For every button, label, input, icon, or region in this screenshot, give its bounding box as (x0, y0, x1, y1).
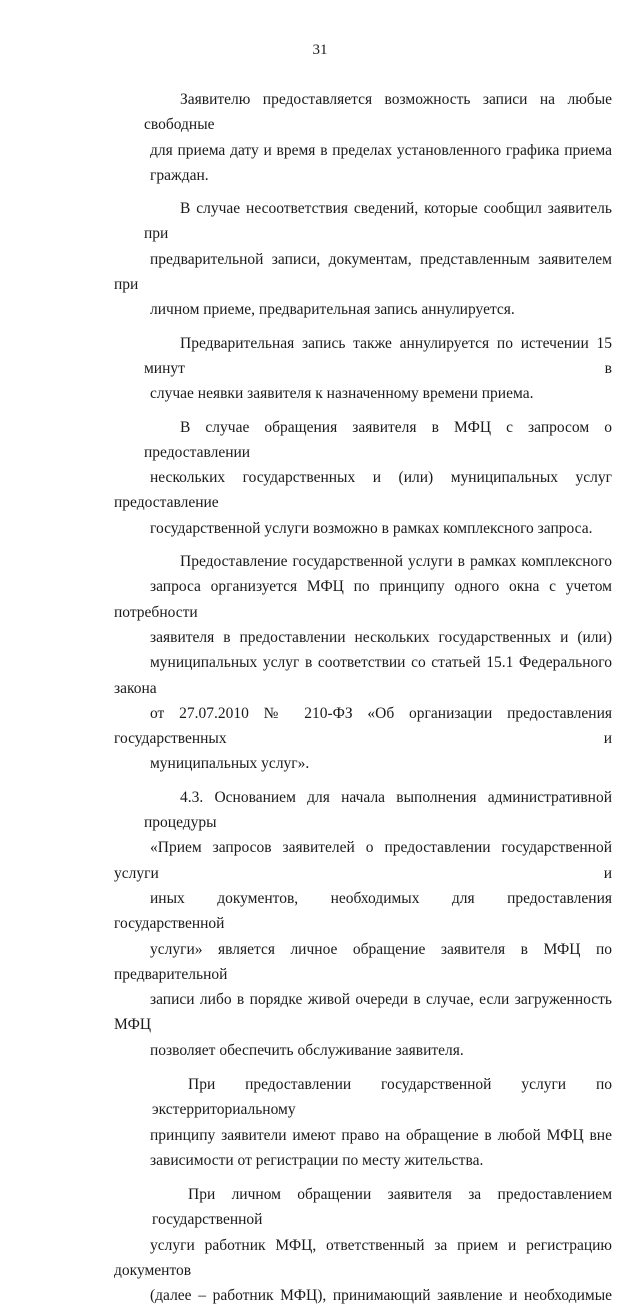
page-number: 31 (312, 42, 328, 58)
text-line: В случае несоответствия сведений, которые сообщил заявитель при (144, 200, 612, 243)
text-line: заявителя в предоставлении нескольких государственных и (или) (150, 628, 612, 646)
paragraph (114, 1182, 612, 1308)
text-line: случае неявки заявителя к назначенному времени приема. (150, 385, 534, 403)
text-line: «Прием запросов заявителей о предоставлении государственной услуги и (114, 839, 612, 882)
text-line: позволяет обеспечить обслуживание заявителя. (150, 1041, 464, 1059)
text-line: личном приеме, предварительная запись аннулируется. (150, 301, 515, 319)
text-line: Предоставление государственной услуги в рамках комплексного (180, 553, 612, 571)
text-line: (далее – работник МФЦ), принимающий заявление и необходимые (150, 1287, 612, 1305)
text-line: записи либо в порядке живой очереди в случае, если загруженность МФЦ (114, 991, 612, 1034)
text-line: зависимости от регистрации по месту жительства. (150, 1151, 484, 1169)
paragraph (114, 196, 612, 322)
text-line: услуги» является личное обращение заявителя в МФЦ по предварительной (114, 940, 612, 983)
text-line: муниципальных услуг в соответствии со статьей 15.1 Федерального закона (114, 654, 612, 697)
paragraph (114, 785, 612, 1063)
text-line: государственной услуги возможно в рамках комплексного запроса. (150, 519, 593, 537)
text-line: запроса организуется МФЦ по принципу одного окна с учетом потребности (114, 578, 612, 621)
text-line: 4.3. Основанием для начала выполнения административной процедуры (144, 788, 612, 832)
text-line: принципу заявители имеют право на обращение в любой МФЦ вне (150, 1126, 612, 1144)
paragraph (114, 549, 612, 777)
text-line: При предоставлении государственной услуги по экстерриториальному (152, 1075, 612, 1119)
text-line: для приема дату и время в пределах установленного графика приема (150, 141, 612, 159)
paragraph (114, 415, 612, 541)
text-line: нескольких государственных и (или) муниципальных услуг предоставление (114, 469, 612, 512)
text-line: Заявителю предоставляется возможность записи на любые свободные (144, 91, 612, 134)
text-line: Предварительная запись также аннулируется по истечении 15 минут в (144, 334, 612, 377)
text-line: предварительной записи, документам, представленным заявителем при (114, 250, 612, 294)
paragraph (114, 331, 612, 407)
text-line: муниципальных услуг». (150, 755, 310, 773)
text-line: граждан. (150, 166, 209, 184)
paragraph (114, 1072, 612, 1173)
text-line: иных документов, необходимых для предоставления государственной (114, 889, 612, 933)
document-body (114, 79, 612, 1309)
text-line: услуги работник МФЦ, ответственный за прием и регистрацию документов (114, 1236, 612, 1280)
paragraph (114, 87, 612, 188)
text-line: от 27.07.2010 № 210-ФЗ «Об организации предоставления государственных и (114, 704, 612, 748)
text-line: В случае обращения заявителя в МФЦ с запросом о предоставлении (144, 418, 612, 461)
text-line: При личном обращении заявителя за предоставлением государственной (152, 1186, 612, 1229)
